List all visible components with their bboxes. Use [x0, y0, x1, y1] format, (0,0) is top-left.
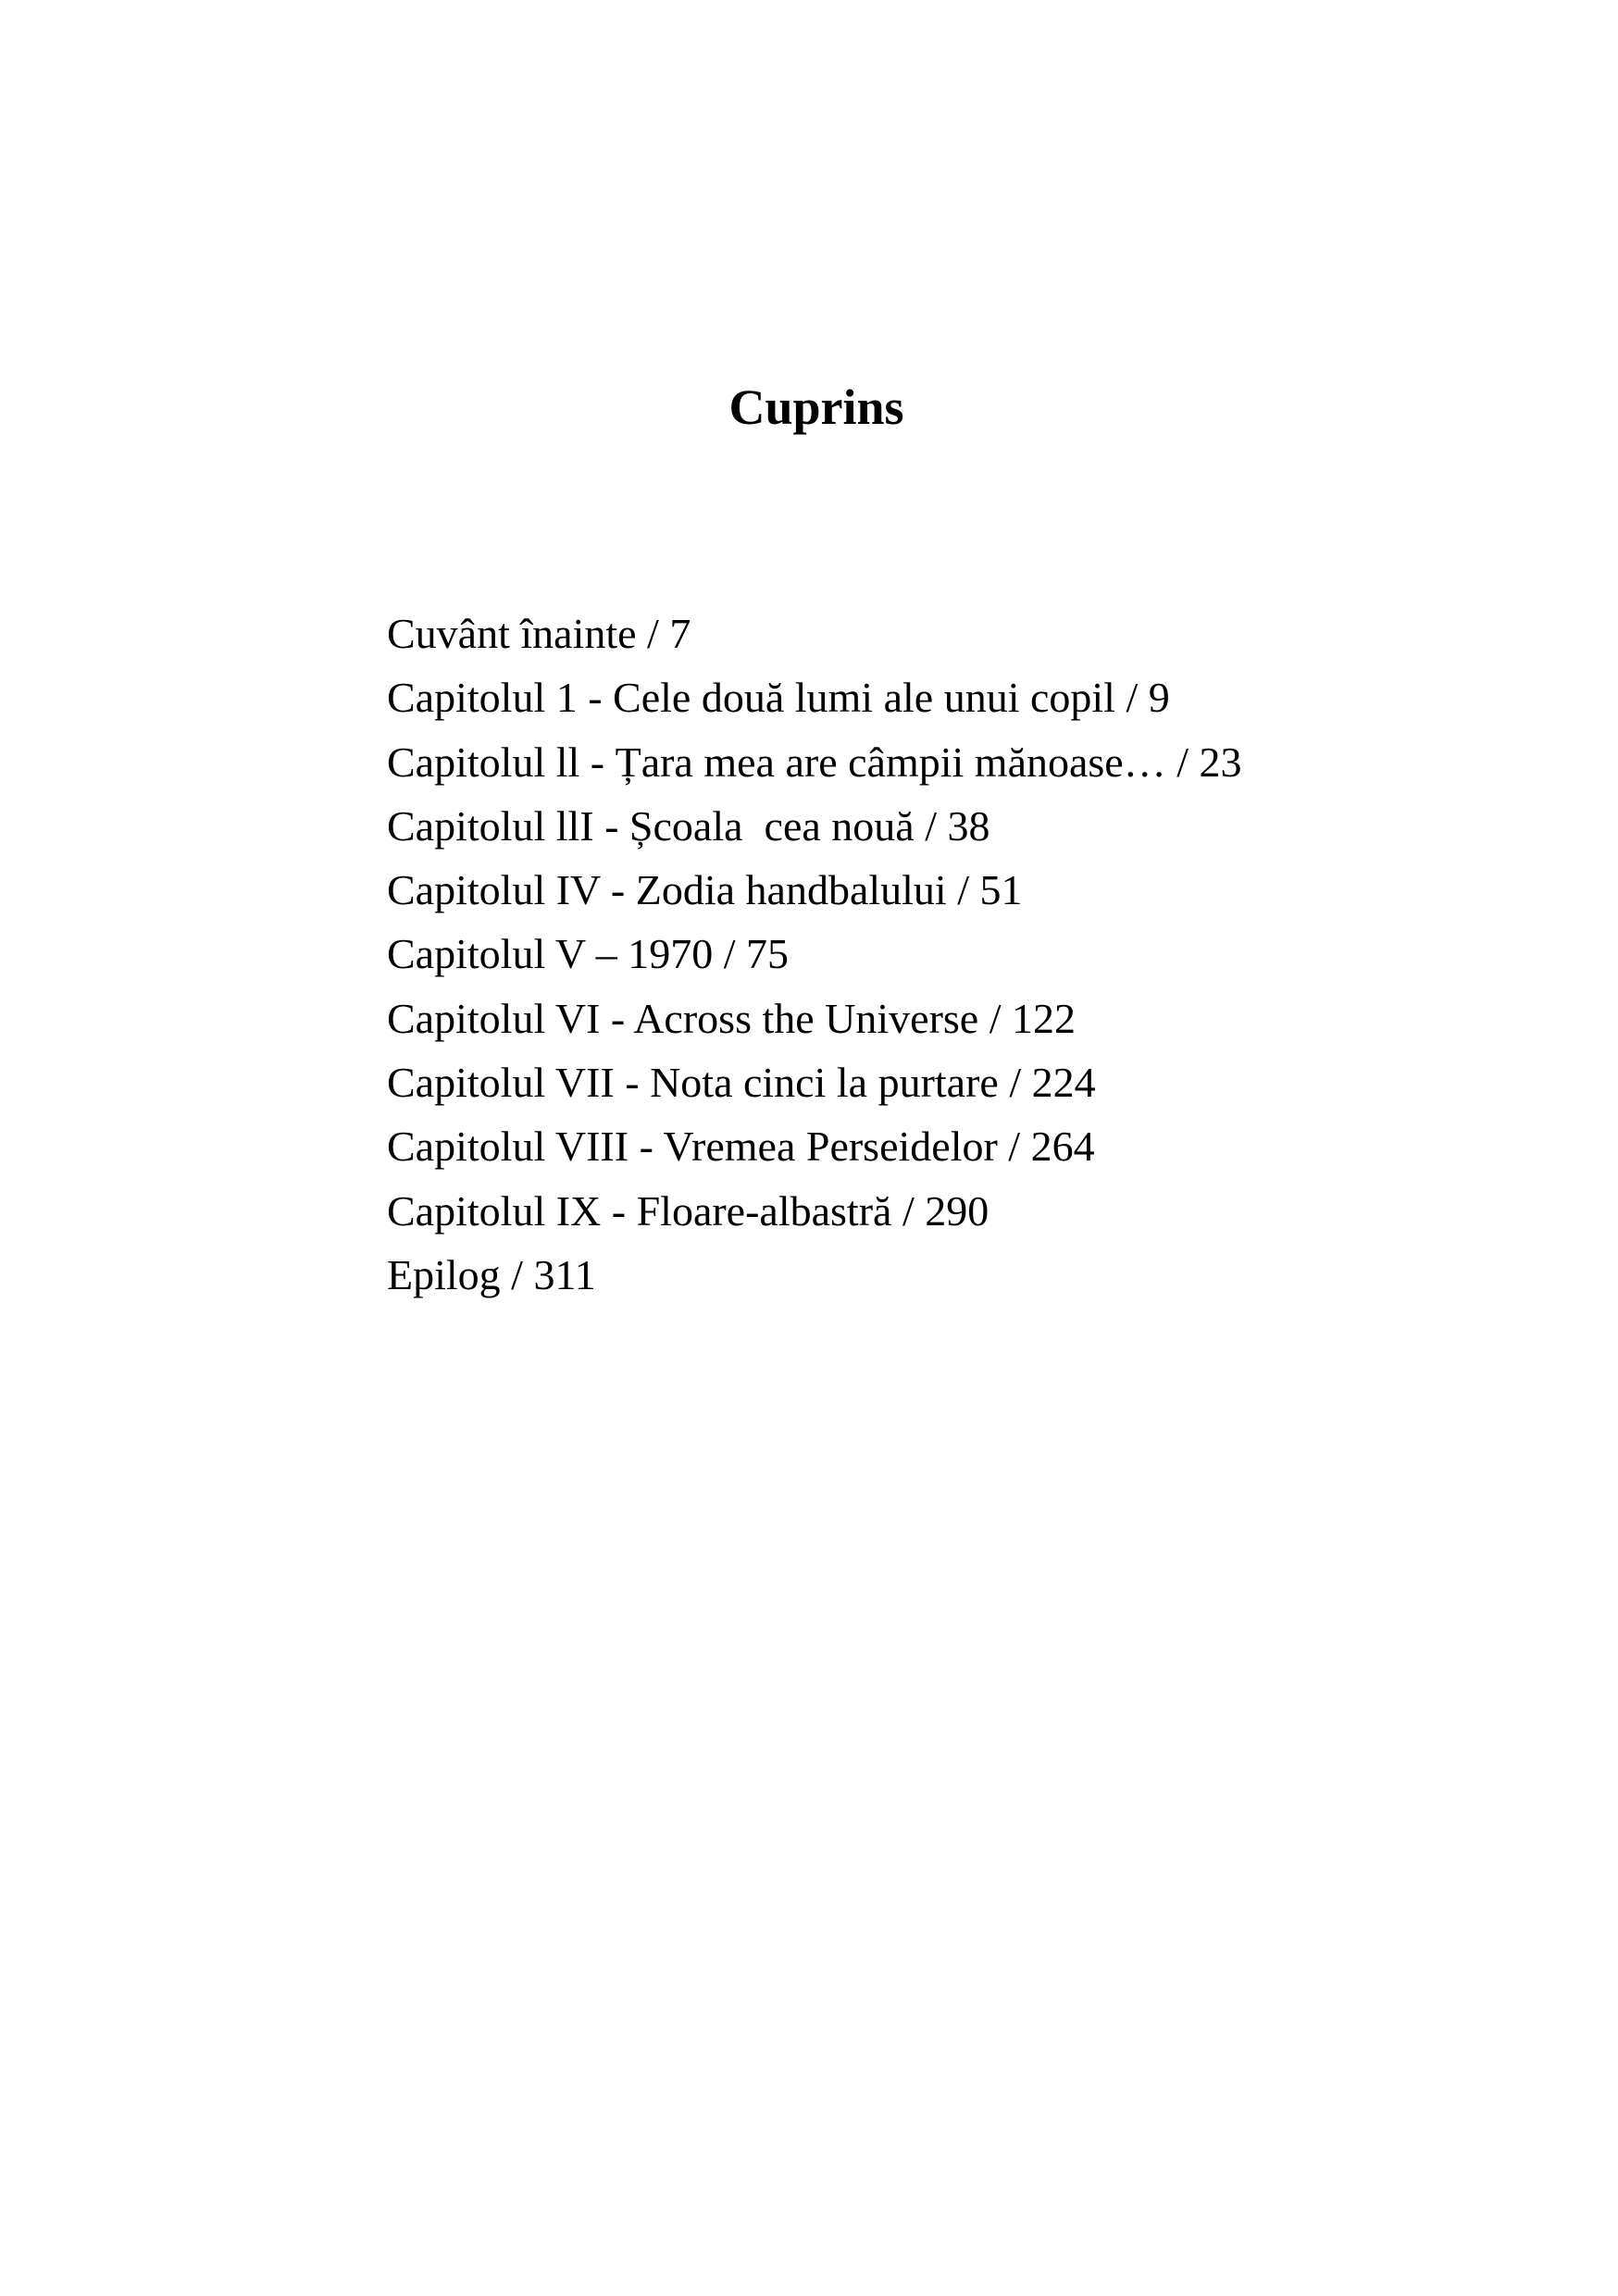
- toc-entry-chapter-1: Capitolul 1 - Cele două lumi ale unui copil / 9: [387, 674, 1170, 722]
- table-of-contents: [387, 602, 1544, 1307]
- toc-entry-chapter-9: Capitolul IX - Floare-albastră / 290: [387, 1186, 989, 1235]
- toc-entry-chapter-5: Capitolul V – 1970 / 75: [387, 930, 790, 978]
- toc-entry-foreword: Cuvânt înainte / 7: [387, 610, 691, 657]
- toc-entry-chapter-8: Capitolul VIII - Vremea Perseidelor / 264: [387, 1123, 1095, 1171]
- toc-entry-chapter-3: Capitolul llI - Școala cea nouă / 38: [387, 801, 990, 850]
- toc-entry-chapter-6: Capitolul VI - Across the Universe / 122: [387, 994, 1076, 1042]
- toc-entry-chapter-2: Capitolul ll - Țara mea are câmpii mănoase… / 23: [387, 738, 1242, 786]
- toc-entry-chapter-7: Capitolul VII - Nota cinci la purtare / 224: [387, 1059, 1096, 1107]
- toc-entry-chapter-4: Capitolul IV - Zodia handbalului / 51: [387, 866, 1023, 914]
- toc-entry-epilogue: Epilog / 311: [387, 1250, 596, 1298]
- page-title: Cuprins: [728, 379, 904, 435]
